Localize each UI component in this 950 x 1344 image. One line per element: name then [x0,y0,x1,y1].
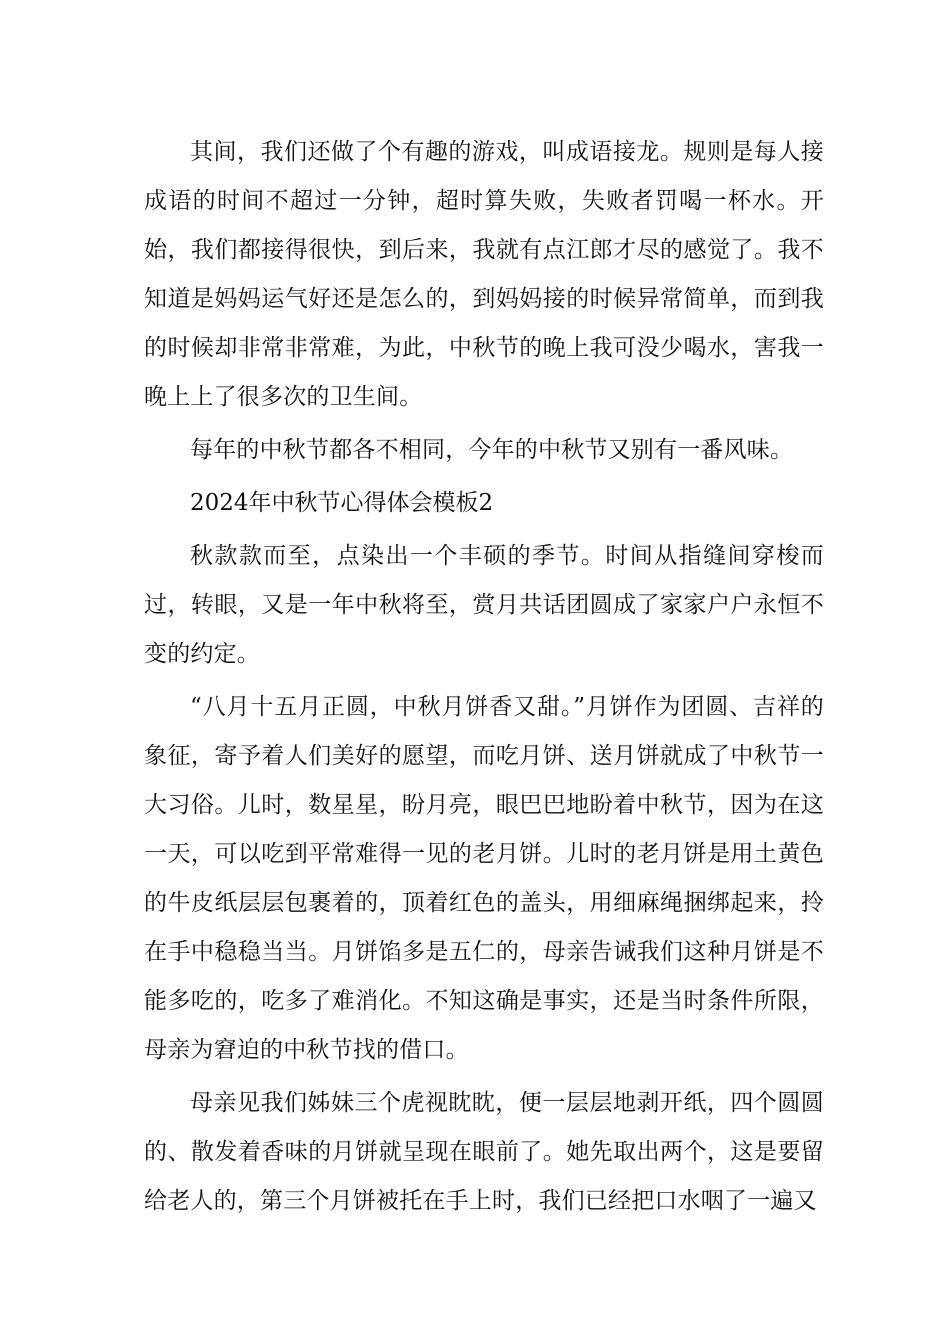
paragraph-autumn: 秋款款而至，点染出一个丰硕的季节。时间从指缝间穿梭而过，转眼，又是一年中秋将至，赏月共话团圆成了家家户户永恒不变的约定。 [144,543,824,667]
paragraph-mother: 母亲见我们姊妹三个虎视眈眈，便一层层地剥开纸，四个圆圆的、散发着香味的月饼就呈现在眼前了。她先取出两个，这是要留给老人的，第三个月饼被托在手上时，我们已经把口水咽了一遍又 [144,1090,824,1214]
paragraph-mooncake: “八月十五月正圆，中秋月饼香又甜。”月饼作为团圆、吉祥的象征，寄予着人们美好的愿望，而吃月饼、送月饼就成了中秋节一大习俗。儿时，数星星，盼月亮，眼巴巴地盼着中秋节，因为在这一天，可以吃到平常难得一见的老月饼。儿时的老月饼是用土黄色的牛皮纸层层包裹着的，顶着红色的盖头，用细麻绳捆绑起来，拎在手中稳稳当当。月饼馅多是五仁的，母亲告诫我们这种月饼是不能多吃的，吃多了难消化。不知这确是事实，还是当时条件所限，母亲为窘迫的中秋节找的借口。 [144,694,824,1063]
document-body [144,128,824,1226]
section-heading: 2024年中秋节心得体会模板2 [190,490,494,516]
paragraph-summary: 每年的中秋节都各不相同，今年的中秋节又别有一番风味。 [190,437,794,463]
paragraph-game: 其间，我们还做了个有趣的游戏，叫成语接龙。规则是每人接成语的时间不超过一分钟，超时算失败，失败者罚喝一杯水。开始，我们都接得很快，到后来，我就有点江郎才尽的感觉了。我不知道是妈妈运气好还是怎么的，到妈妈接的时候异常简单，而到我的时候却非常非常难，为此，中秋节的晚上我可没少喝水，害我一晚上上了很多次的卫生间。 [144,139,824,410]
